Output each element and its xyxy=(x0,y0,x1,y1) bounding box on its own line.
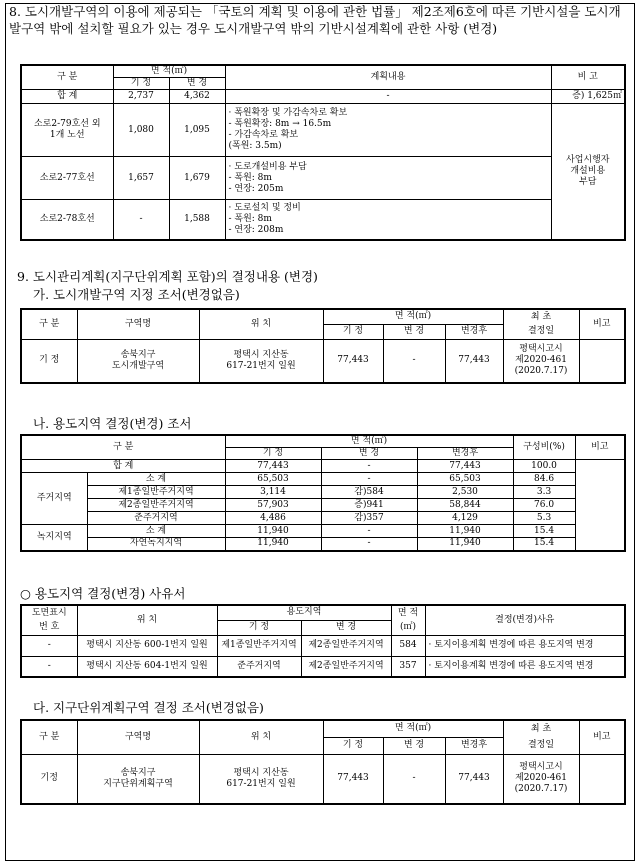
na-res-ratio: 3.3 xyxy=(513,486,575,499)
section8-heading: 8. 도시개발구역의 이용에 제공되는 「국토의 계획 및 이용에 관한 법률」 제2조제6호에 따른 기반시설을 도시개발구역 밖에 설치할 필요가 있는 경우 도시개발구역 밖의 기반시설계획에 관한 사항 (변경) xyxy=(9,4,621,36)
na-res-label: 소 계 xyxy=(87,473,225,486)
s8-row-plan: · 도로개설비용 부담 - 폭원: 8m - 연장: 205m xyxy=(225,157,551,200)
section8-table xyxy=(20,64,626,241)
na-note xyxy=(575,460,625,551)
s8-header-gubun: 구 분 xyxy=(21,65,113,90)
na-green-ratio: 15.4 xyxy=(513,538,575,551)
da-row-final: 평택시고시 제2020-461 (2020.7.17) xyxy=(503,754,579,804)
reason-header-area-bottom: (㎡) xyxy=(391,620,425,635)
da-header-gubun: 구 분 xyxy=(21,720,77,754)
da-row-change: - xyxy=(383,754,445,804)
ga-header-area: 면 적(㎡) xyxy=(323,309,503,324)
da-row-location: 평택시 지산동 617-21번지 일원 xyxy=(199,754,323,804)
reason-header-no-bottom: 번 호 xyxy=(21,620,77,635)
reason-row-existing: 제1종일반주거지역 xyxy=(217,635,301,656)
table-row xyxy=(21,656,625,677)
na-res-change: 감)357 xyxy=(321,512,417,525)
s8-row-existing: 1,657 xyxy=(113,157,169,200)
na-header-change: 변 경 xyxy=(321,448,417,460)
table-row xyxy=(21,538,625,551)
s8-row-existing: - xyxy=(113,200,169,240)
na-res-existing: 3,114 xyxy=(225,486,321,499)
ga-header-existing: 기 정 xyxy=(323,324,383,339)
da-header-name: 구역명 xyxy=(77,720,199,754)
ga-header-final-top: 최 초 xyxy=(503,309,579,324)
na-res-existing: 65,503 xyxy=(225,473,321,486)
na-header-ratio: 구성비(%) xyxy=(513,435,575,460)
na-res-after: 65,503 xyxy=(417,473,513,486)
s8-header-note: 비 고 xyxy=(551,65,625,90)
reason-row-no: - xyxy=(21,656,77,677)
na-total-label: 합 계 xyxy=(21,460,225,473)
ga-row-gubun: 기 정 xyxy=(21,339,77,383)
table-row xyxy=(21,525,625,538)
na-res-label: 제1종일반주거지역 xyxy=(87,486,225,499)
section9-ga-heading: 가. 도시개발구역 지정 조서(변경없음) xyxy=(33,287,240,302)
na-green-existing: 11,940 xyxy=(225,525,321,538)
ga-row-name: 송북지구 도시개발구역 xyxy=(77,339,199,383)
da-header-final-bottom: 결정일 xyxy=(503,737,579,754)
s8-note-merged: 사업시행자 개설비용 부담 xyxy=(551,104,625,240)
na-res-existing: 57,903 xyxy=(225,499,321,512)
na-res-label: 제2종일반주거지역 xyxy=(87,499,225,512)
s8-header-changed: 변 경 xyxy=(169,78,225,90)
na-residential-label: 주거지역 xyxy=(21,473,87,525)
ga-header-name: 구역명 xyxy=(77,309,199,339)
da-header-existing: 기 정 xyxy=(323,737,383,754)
da-row-existing: 77,443 xyxy=(323,754,383,804)
na-green-after: 11,940 xyxy=(417,538,513,551)
na-res-existing: 4,486 xyxy=(225,512,321,525)
na-green-label: 녹지지역 xyxy=(21,525,87,551)
s8-total-existing: 2,737 xyxy=(113,90,169,104)
na-green-change: - xyxy=(321,538,417,551)
reason-row-reason: · 토지이용계획 변경에 따른 용도지역 변경 xyxy=(425,635,625,656)
reason-row-reason: · 토지이용계획 변경에 따른 용도지역 변경 xyxy=(425,656,625,677)
reason-header-existing: 기 정 xyxy=(217,620,301,635)
na-res-after: 2,530 xyxy=(417,486,513,499)
da-heading: 다. 지구단위계획구역 결정 조서(변경없음) xyxy=(33,700,264,715)
na-green-row-label: 소 계 xyxy=(87,525,225,538)
ga-row-change: - xyxy=(383,339,445,383)
reason-row-location: 평택시 지산동 604-1번지 일원 xyxy=(77,656,217,677)
na-res-after: 4,129 xyxy=(417,512,513,525)
s8-total-changed: 4,362 xyxy=(169,90,225,104)
na-total-ratio: 100.0 xyxy=(513,460,575,473)
na-res-change: 증)941 xyxy=(321,499,417,512)
ga-row-existing: 77,443 xyxy=(323,339,383,383)
table-row xyxy=(21,754,625,804)
na-green-change: - xyxy=(321,525,417,538)
s8-row-changed: 1,095 xyxy=(169,104,225,157)
s8-row-existing: 1,080 xyxy=(113,104,169,157)
s8-total-note: 증) 1,625㎡ xyxy=(551,90,625,104)
table-row xyxy=(21,486,625,499)
section9-heading: 9. 도시관리계획(지구단위계획 포함)의 결정내용 (변경) xyxy=(17,269,318,284)
s8-row-plan: · 폭원확장 및 가감속차로 확보 - 폭원확장: 8m → 16.5m - 가감속차로 확보 (폭원: 3.5m) xyxy=(225,104,551,157)
reason-header-change: 변 경 xyxy=(301,620,391,635)
da-row-note xyxy=(579,754,625,804)
reason-row-change: 제2종일반주거지역 xyxy=(301,656,391,677)
reason-row-no: - xyxy=(21,635,77,656)
s8-header-existing: 기 정 xyxy=(113,78,169,90)
na-header-note: 비고 xyxy=(575,435,625,460)
na-res-ratio: 84.6 xyxy=(513,473,575,486)
na-green-after: 11,940 xyxy=(417,525,513,538)
reason-header-location: 위 치 xyxy=(77,605,217,635)
na-green-row-label: 자연녹지지역 xyxy=(87,538,225,551)
ga-header-note: 비고 xyxy=(579,309,625,339)
ga-table xyxy=(20,308,626,384)
da-header-area: 면 적(㎡) xyxy=(323,720,503,737)
reason-row-area: 357 xyxy=(391,656,425,677)
na-res-after: 58,844 xyxy=(417,499,513,512)
s8-row-changed: 1,588 xyxy=(169,200,225,240)
ga-header-change: 변 경 xyxy=(383,324,445,339)
na-table xyxy=(20,434,626,552)
na-res-ratio: 76.0 xyxy=(513,499,575,512)
na-res-ratio: 5.3 xyxy=(513,512,575,525)
reason-row-change: 제2종일반주거지역 xyxy=(301,635,391,656)
ga-header-final-bottom: 결정일 xyxy=(503,324,579,339)
na-heading: 나. 용도지역 결정(변경) 조서 xyxy=(33,416,192,431)
na-header-gubun: 구 분 xyxy=(21,435,225,460)
reason-row-area: 584 xyxy=(391,635,425,656)
da-header-change: 변 경 xyxy=(383,737,445,754)
ga-header-after: 변경후 xyxy=(445,324,503,339)
table-row xyxy=(21,635,625,656)
da-header-location: 위 치 xyxy=(199,720,323,754)
reason-row-existing: 준주거지역 xyxy=(217,656,301,677)
table-row xyxy=(21,512,625,525)
reason-row-location: 평택시 지산동 600-1번지 일원 xyxy=(77,635,217,656)
na-header-after: 변경후 xyxy=(417,448,513,460)
na-total-change: - xyxy=(321,460,417,473)
da-table xyxy=(20,719,626,805)
ga-header-location: 위 치 xyxy=(199,309,323,339)
na-res-change: 감)584 xyxy=(321,486,417,499)
na-green-existing: 11,940 xyxy=(225,538,321,551)
reason-header-reason: 결정(변경)사유 xyxy=(425,605,625,635)
ga-row-location: 평택시 지산동 617-21번지 일원 xyxy=(199,339,323,383)
reason-header-no-top: 도면표시 xyxy=(21,605,77,620)
da-row-name: 송북지구 지구단위계획구역 xyxy=(77,754,199,804)
s8-header-plan: 계획내용 xyxy=(225,65,551,90)
da-header-after: 변경후 xyxy=(445,737,503,754)
table-row xyxy=(21,200,625,240)
s8-row-name: 소로2-77호선 xyxy=(21,157,113,200)
na-green-ratio: 15.4 xyxy=(513,525,575,538)
table-row xyxy=(21,473,625,486)
da-row-after: 77,443 xyxy=(445,754,503,804)
reason-table xyxy=(20,604,626,678)
na-total-after: 77,443 xyxy=(417,460,513,473)
s8-row-changed: 1,679 xyxy=(169,157,225,200)
reason-header-zone: 용도지역 xyxy=(217,605,391,620)
table-row xyxy=(21,157,625,200)
s8-total-plan: - xyxy=(225,90,551,104)
s8-header-area: 면 적(㎡) xyxy=(113,65,225,78)
s8-row-name: 소로2-78호선 xyxy=(21,200,113,240)
table-row xyxy=(21,499,625,512)
na-res-change: - xyxy=(321,473,417,486)
ga-row-after: 77,443 xyxy=(445,339,503,383)
da-header-note: 비고 xyxy=(579,720,625,754)
da-header-final-top: 최 초 xyxy=(503,720,579,737)
table-row xyxy=(21,104,625,157)
s8-row-plan: · 도로설치 및 정비 - 폭원: 8m - 연장: 208m xyxy=(225,200,551,240)
table-row xyxy=(21,339,625,383)
reason-header-area-top: 면 적 xyxy=(391,605,425,620)
na-header-area: 면 적(㎡) xyxy=(225,435,513,448)
reason-heading: ○ 용도지역 결정(변경) 사유서 xyxy=(20,586,186,601)
s8-row-name: 소로2-79호선 외 1개 노선 xyxy=(21,104,113,157)
na-total-existing: 77,443 xyxy=(225,460,321,473)
s8-total-label: 합 계 xyxy=(21,90,113,104)
na-res-label: 준주거지역 xyxy=(87,512,225,525)
ga-row-note xyxy=(579,339,625,383)
na-header-existing: 기 정 xyxy=(225,448,321,460)
ga-header-gubun: 구 분 xyxy=(21,309,77,339)
da-row-gubun: 기정 xyxy=(21,754,77,804)
ga-row-final: 평택시고시 제2020-461 (2020.7.17) xyxy=(503,339,579,383)
